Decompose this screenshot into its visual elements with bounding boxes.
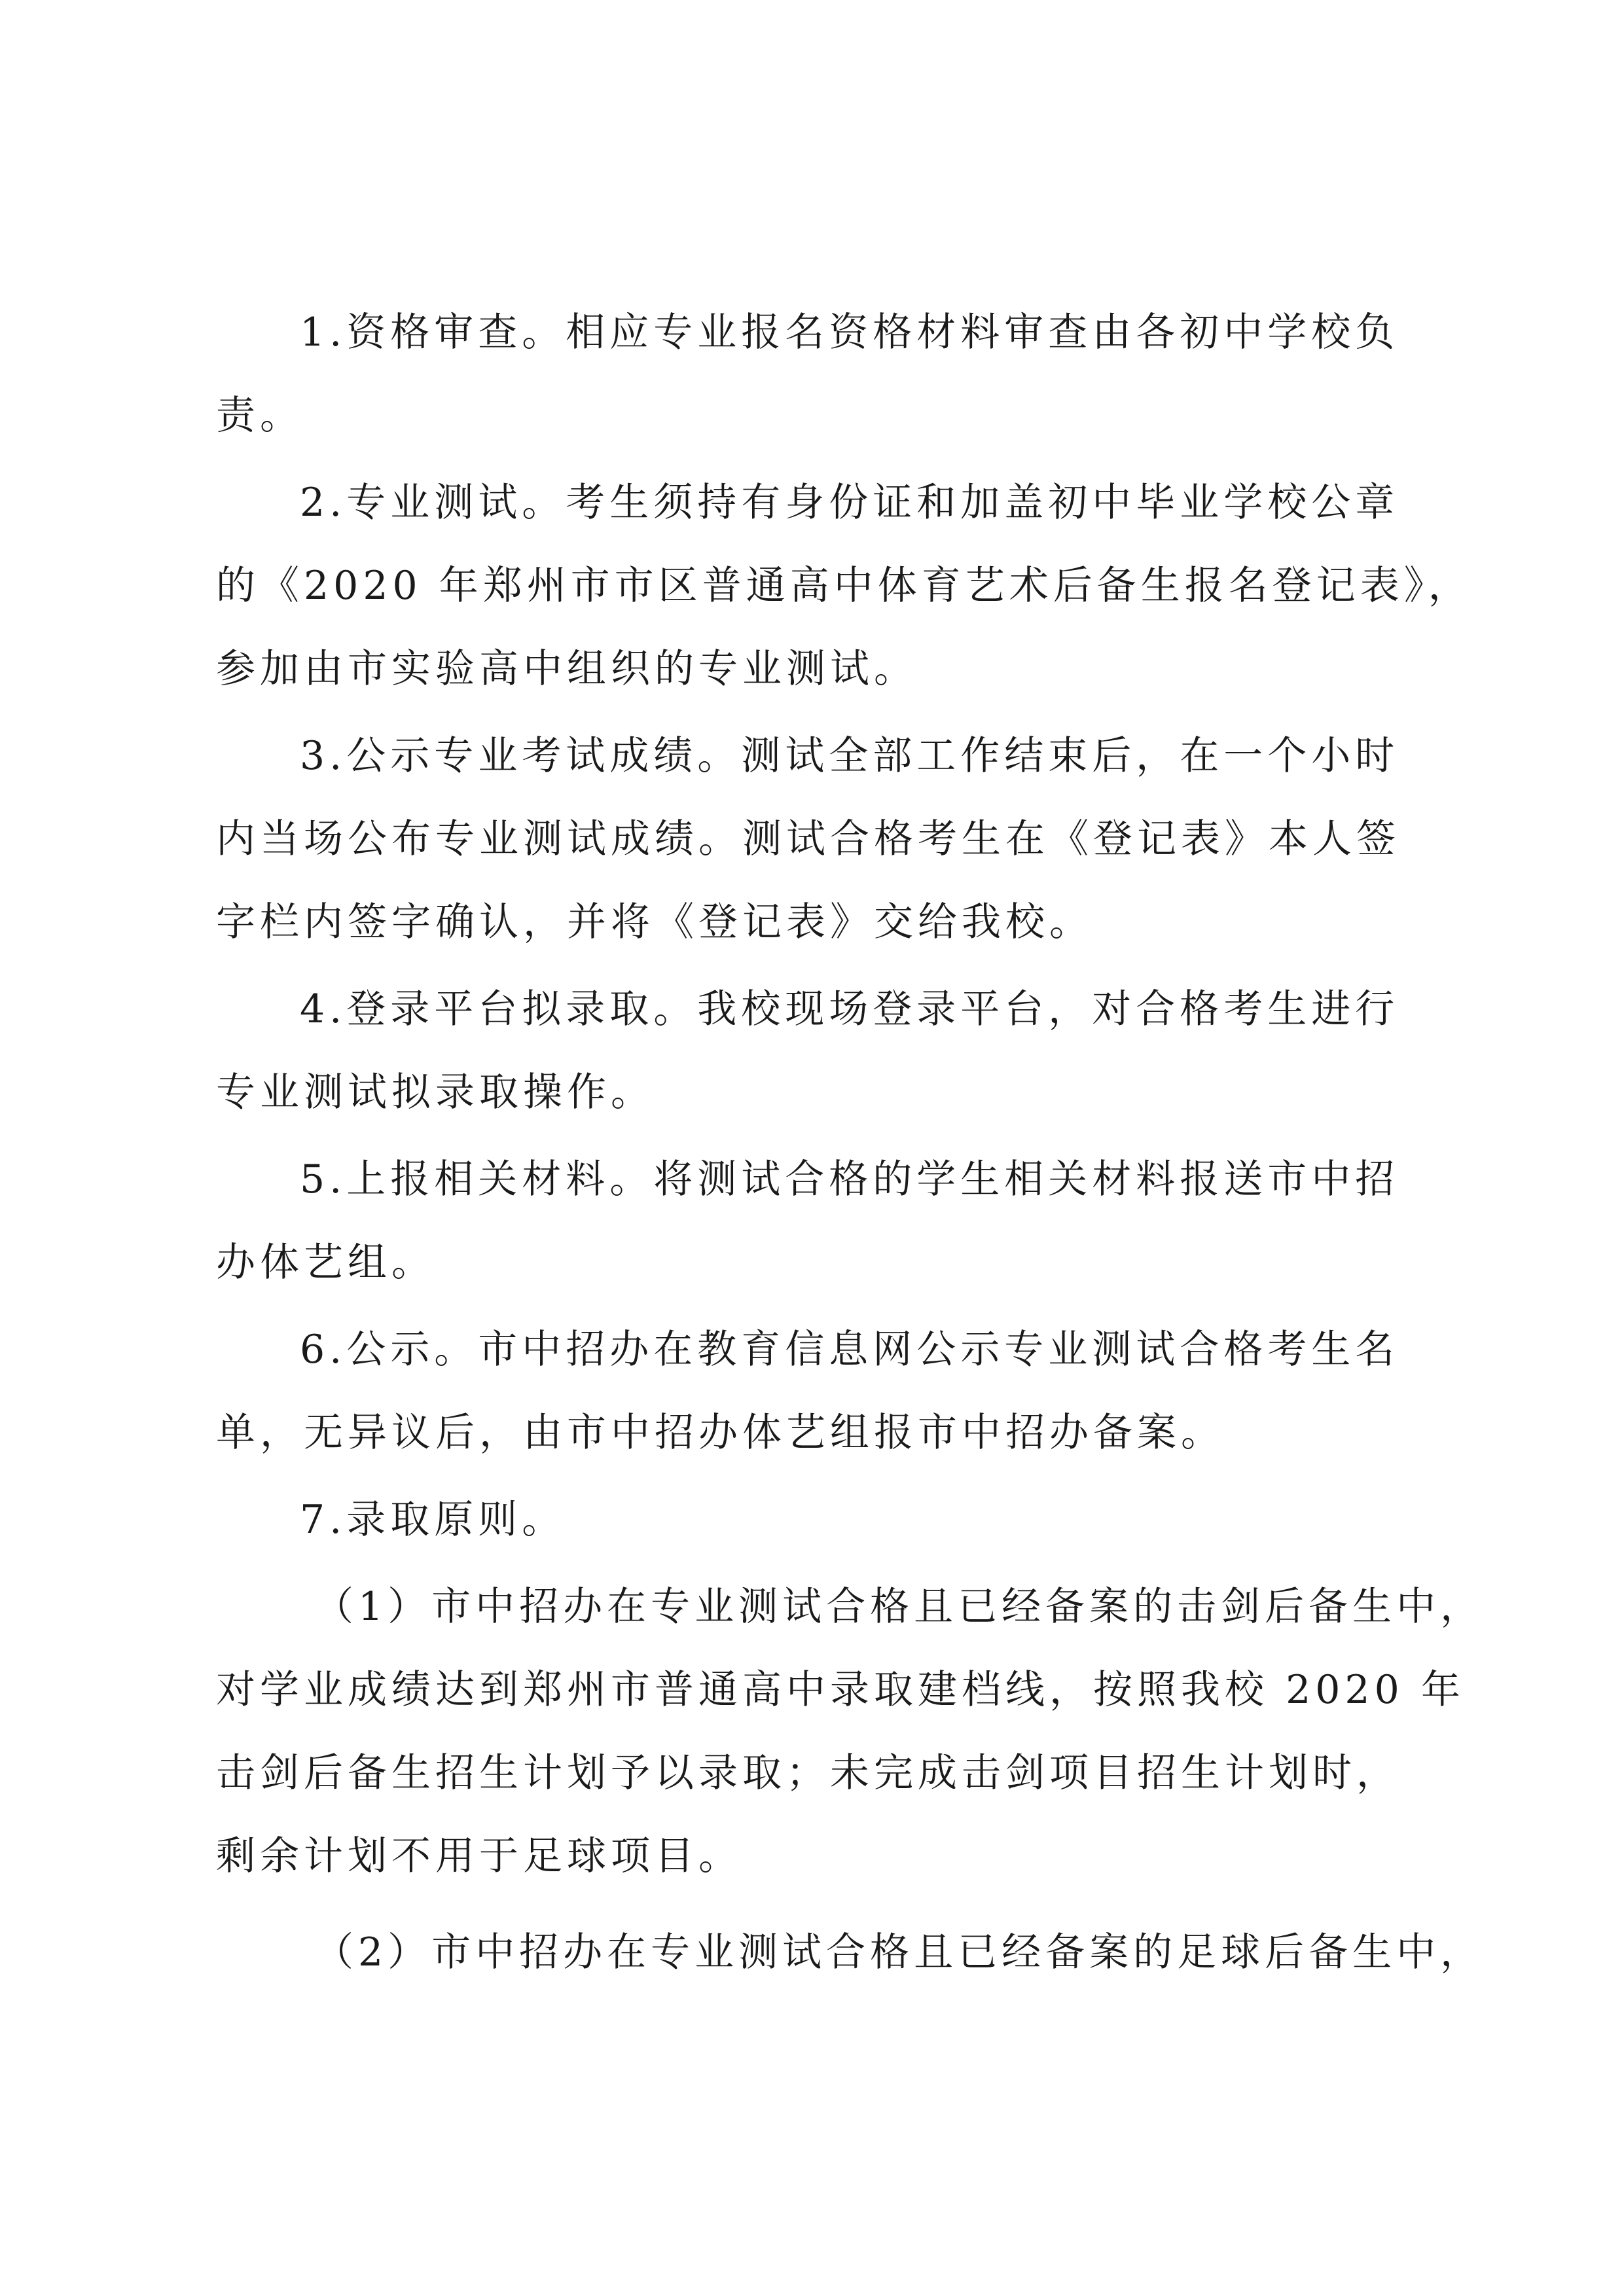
paragraph-public-notice xyxy=(216,1308,1414,1475)
text-line: 击剑后备生招生计划予以录取；未完成击剑项目招生计划时， xyxy=(216,1750,1400,1796)
text-line: 剩余计划不用于足球项目。 xyxy=(216,1833,742,1879)
text-line: 参加由市实验高中组织的专业测试。 xyxy=(216,646,918,692)
paragraph-qualification-review xyxy=(216,291,1414,457)
text-line: 对学业成绩达到郑州市普通高中录取建档线，按照我校 2020 年 xyxy=(216,1667,1465,1713)
text-line: （2）市中招办在专业测试合格且已经备案的足球后备生中， xyxy=(314,1929,1485,1975)
text-line: 专业测试拟录取操作。 xyxy=(216,1069,655,1115)
text-line: 6.公示。市中招办在教育信息网公示专业测试合格考生名 xyxy=(300,1327,1399,1372)
document-body xyxy=(216,291,1485,1994)
paragraph-fencing-admission xyxy=(216,1566,1485,1898)
text-line: 内当场公布专业测试成绩。测试合格考生在《登记表》本人签 xyxy=(216,816,1400,862)
paragraph-football-admission xyxy=(216,1911,1485,1994)
paragraph-platform-admission xyxy=(216,968,1414,1134)
text-line: 4.登录平台拟录取。我校现场登录平台，对合格考生进行 xyxy=(300,986,1399,1032)
text-line: 责。 xyxy=(216,393,304,439)
text-line: 办体艺组。 xyxy=(216,1240,435,1285)
paragraph-admission-principles xyxy=(216,1479,1414,1562)
text-line: 1.资格审查。相应专业报名资格材料审查由各初中学校负 xyxy=(300,310,1399,355)
paragraph-report-materials xyxy=(216,1138,1414,1304)
text-line: 的《2020 年郑州市市区普通高中体育艺术后备生报名登记表》， xyxy=(216,563,1472,609)
text-line: 字栏内签字确认，并将《登记表》交给我校。 xyxy=(216,899,1093,945)
text-line: 单，无异议后，由市中招办体艺组报市中招办备案。 xyxy=(216,1410,1225,1456)
text-line: 7.录取原则。 xyxy=(300,1497,566,1543)
paragraph-professional-test xyxy=(216,461,1472,711)
text-line: 5.上报相关材料。将测试合格的学生相关材料报送市中招 xyxy=(300,1157,1399,1202)
text-line: 2.专业测试。考生须持有身份证和加盖初中毕业学校公章 xyxy=(300,480,1399,526)
paragraph-publish-scores xyxy=(216,715,1414,964)
text-line: （1）市中招办在专业测试合格且已经备案的击剑后备生中， xyxy=(314,1584,1485,1630)
text-line: 3.公示专业考试成绩。测试全部工作结束后，在一个小时 xyxy=(300,733,1399,779)
